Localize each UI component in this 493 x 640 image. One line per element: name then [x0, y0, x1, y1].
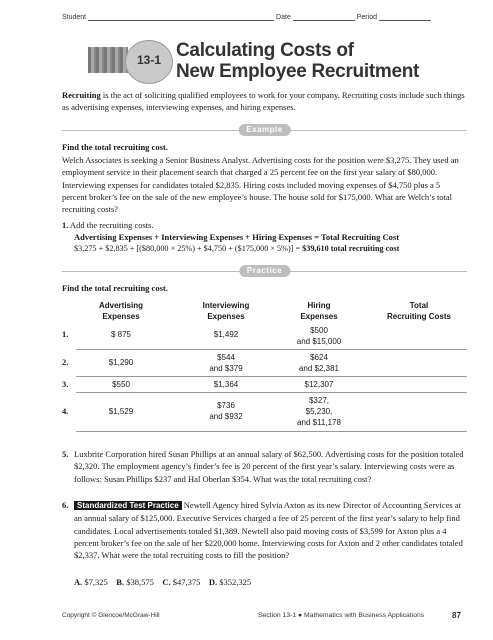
- row-divider: [76, 376, 467, 377]
- practice-label: Practice: [239, 265, 290, 277]
- student-info-header: [62, 12, 466, 21]
- question-number: 5.: [62, 449, 69, 459]
- example-instruction: Find the total recruiting cost.: [62, 142, 168, 152]
- question-number: 6.: [62, 500, 69, 510]
- row-number: 1.: [62, 329, 69, 339]
- example-divider: [62, 124, 467, 136]
- student-label: Student: [62, 14, 87, 21]
- calculation-result: $39,610 total recruiting cost: [302, 244, 400, 253]
- intro-paragraph: [62, 89, 467, 114]
- row-divider: [76, 349, 467, 350]
- interviewing-cell: $1,364: [213, 380, 239, 389]
- row-divider: [76, 392, 467, 393]
- period-label: Period: [356, 14, 377, 21]
- hiring-cell: $12,307: [304, 380, 334, 389]
- advertising-cell: $1,290: [108, 358, 134, 367]
- advertising-cell: $ 875: [110, 330, 132, 339]
- question-5: [62, 448, 467, 485]
- choice-b[interactable]: B. $38,575: [116, 577, 154, 587]
- date-field[interactable]: [293, 12, 355, 21]
- step-label: Add the recruiting costs.: [70, 220, 154, 230]
- question-text: Luxbrite Corporation hired Susan Phillips at an annual salary of $62,500. Advertising costs for the position totaled $2,320. The employment agency’s finder’s fee is 20 percent of the first year’s salary. Interviewing costs were as follows: Susan Phillips $237 and Hal Oberlan $354. What was the total recruiting cost?: [74, 449, 464, 484]
- period-field[interactable]: [379, 12, 431, 21]
- total-answer-cell[interactable]: [374, 325, 464, 347]
- total-answer-cell[interactable]: [374, 352, 464, 374]
- student-name-field[interactable]: [88, 12, 274, 21]
- answer-choices: [74, 576, 479, 588]
- question-text: Newtell Agency hired Sylvia Axton as its new Director of Accounting Services at an annual salary of $125,000. Executive Services charged a fee of 25 percent of the first year’s salary to help find candidates. Local advertisements totaled $1,389. Newtell also paid moving costs of $3,599 for Axton plus a 4 percent broker’s fee on the sale of her $220,000 home. Interviewing costs for Axton and 2 other candidates totaled $2,337. What were the total recruiting costs to fill the position?: [74, 500, 463, 561]
- interviewing-cell: $544 and $379: [209, 353, 243, 373]
- decorative-photo-strip: [88, 47, 128, 73]
- interviewing-cell: $736 and $932: [209, 401, 243, 421]
- practice-divider: [62, 265, 467, 277]
- hiring-cell: $624 and $2,381: [298, 353, 340, 373]
- example-calculation: [74, 243, 474, 255]
- header-total: Total Recruiting Costs: [386, 301, 451, 321]
- choice-c[interactable]: C. $47,375: [162, 577, 201, 587]
- practice-table: [62, 300, 467, 460]
- copyright-footer: Copyright © Glencoe/McGraw-Hill: [62, 612, 160, 619]
- choice-d[interactable]: D. $352,325: [208, 577, 252, 587]
- section-badge: [125, 40, 173, 84]
- interviewing-cell: $1,492: [213, 330, 239, 339]
- example-label: Example: [238, 124, 290, 136]
- example-problem: Welch Associates is seeking a Senior Business Analyst. Advertising costs for the position were $3,275. They used an employment service in their placement search that charged a 25 percent fee on the first year salary of $80,000. Interviewing expenses for candidates totaled $2,835. Hiring costs included moving expenses of $4,750 plus a 5 percent broker’s fee on the sale of the new employee’s house. The house sold for $175,000. What are Welch’s total recruiting costs?: [62, 155, 459, 215]
- hiring-cell: $327, $5,230, and $11,178: [297, 396, 341, 427]
- practice-instruction: Find the total recruiting cost.: [62, 283, 168, 293]
- header-hiring: Hiring Expenses: [300, 301, 338, 321]
- section-number: 13-1: [136, 53, 162, 67]
- header-advertising: Advertising Expenses: [98, 301, 143, 321]
- choice-a[interactable]: A. $7,325: [74, 577, 108, 587]
- step-number: 1.: [62, 220, 69, 230]
- advertising-cell: $550: [112, 380, 130, 389]
- standardized-test-badge: Standardized Test Practice: [74, 501, 182, 510]
- row-divider: [76, 431, 467, 432]
- example-step: [62, 219, 467, 231]
- row-number: 4.: [62, 406, 69, 416]
- hiring-cell: $500 and $15,000: [296, 326, 342, 346]
- section-footer: Section 13-1 ● Mathematics with Business Applications: [258, 612, 425, 619]
- advertising-cell: $1,529: [108, 407, 134, 416]
- row-number: 2.: [62, 357, 69, 367]
- calculation-expression: $3,275 + $2,835 + [($80,000 × 25%) + $4,750 + ($175,000 × 5%)] =: [74, 244, 301, 253]
- total-answer-cell[interactable]: [374, 395, 464, 428]
- intro-term: Recruiting: [62, 90, 101, 100]
- question-6: [62, 499, 467, 561]
- page-title: Calculating Costs of New Employee Recruitment: [176, 40, 420, 82]
- date-label: Date: [276, 14, 291, 21]
- total-answer-cell[interactable]: [374, 379, 464, 390]
- example-formula: Advertising Expenses + Interviewing Expenses + Hiring Expenses = Total Recruiting Cost: [74, 232, 400, 242]
- intro-text: is the act of soliciting qualified employees to work for your company. Recruiting costs include such things as advertising expenses, interviewing expenses, and hiring expenses.: [62, 90, 465, 113]
- page-number: 87: [452, 611, 461, 620]
- row-number: 3.: [62, 379, 69, 389]
- header-interviewing: Interviewing Expenses: [202, 301, 250, 321]
